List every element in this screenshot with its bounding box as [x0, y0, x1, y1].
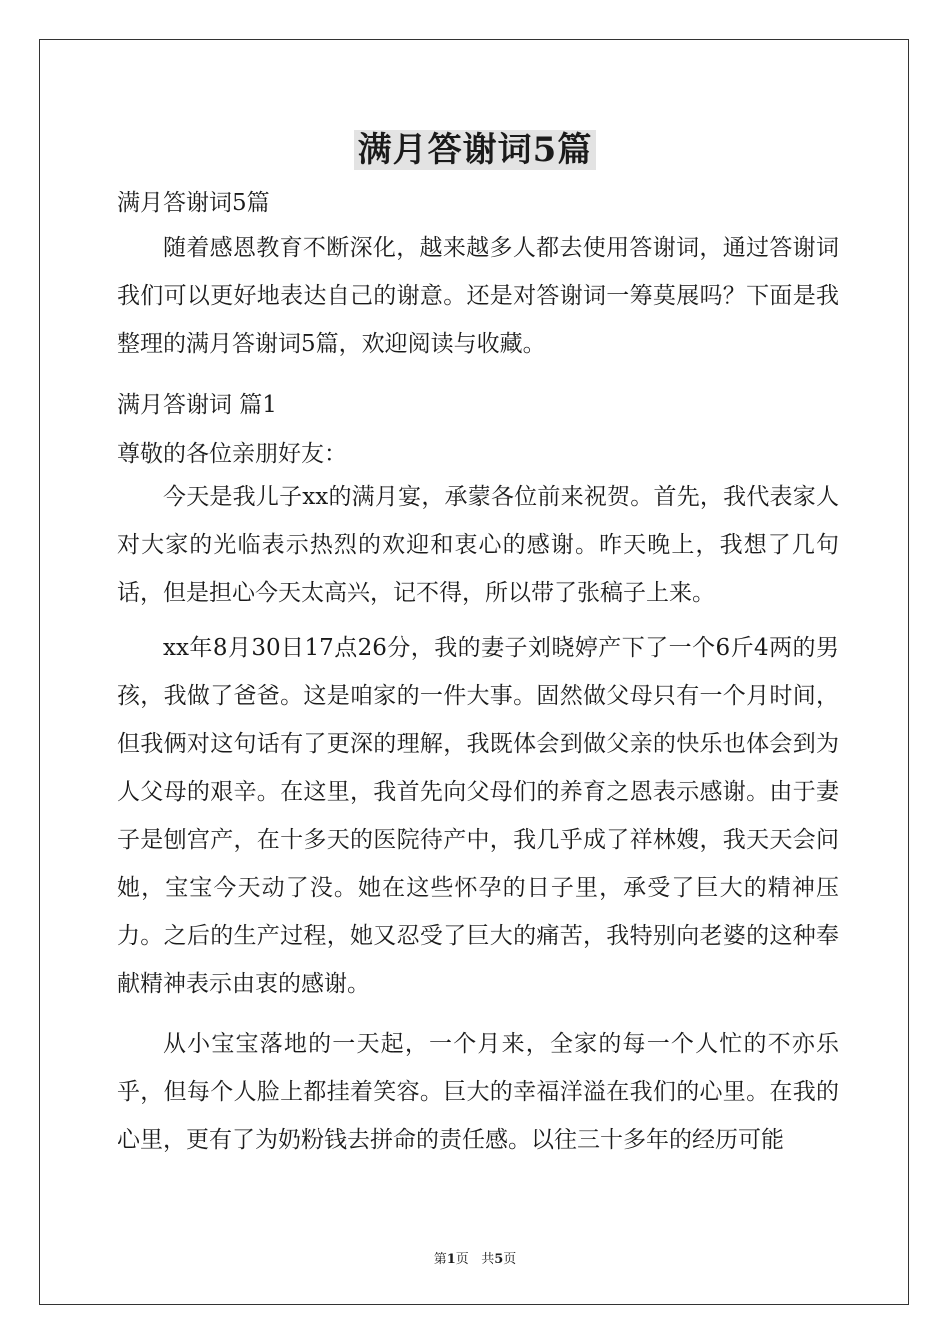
document-title: 满月答谢词5篇: [354, 130, 597, 170]
footer-total-pages: 5: [494, 1252, 504, 1267]
section-heading: 满月答谢词 篇1: [117, 392, 277, 418]
document-title-block: [0, 122, 950, 171]
body-paragraph-1: 今天是我儿子xx的满月宴，承蒙各位前来祝贺。首先，我代表家人对大家的光临表示热烈的欢迎和衷心的感谢。昨天晚上，我想了几句话，但是担心今天太高兴，记不得，所以带了张稿子上来。: [117, 484, 839, 606]
document-subtitle: 满月答谢词5篇: [117, 190, 270, 216]
body-paragraph-3: 从小宝宝落地的一天起，一个月来，全家的每一个人忙的不亦乐乎，但每个人脸上都挂着笑容。巨大的幸福洋溢在我们的心里。在我的心里，更有了为奶粉钱去拼命的责任感。以往三十多年的经历可能: [117, 1031, 839, 1153]
footer-current-page: 1: [446, 1252, 456, 1267]
footer-suffix: 页: [503, 1252, 517, 1267]
body-paragraph-2: xx年8月30日17点26分，我的妻子刘晓婷产下了一个6斤4两的男孩，我做了爸爸。这是咱家的一件大事。固然做父母只有一个月时间，但我俩对这句话有了更深的理解，我既体会到做父亲的快乐也体会到为人父母的艰辛。在这里，我首先向父母们的养育之恩表示感谢。由于妻子是刨宫产，在十多天的医院待产中，我几乎成了祥林嫂，我天天会问她，宝宝今天动了没。她在这些怀孕的日子里，承受了巨大的精神压力。之后的生产过程，她又忍受了巨大的痛苦，我特别向老婆的这种奉献精神表示由衷的感谢。: [117, 635, 839, 997]
page-footer: [0, 1248, 950, 1267]
footer-prefix: 第: [433, 1252, 447, 1267]
intro-paragraph: 随着感恩教育不断深化，越来越多人都去使用答谢词，通过答谢词我们可以更好地表达自己的谢意。还是对答谢词一筹莫展吗？下面是我整理的满月答谢词5篇，欢迎阅读与收藏。: [117, 235, 839, 357]
footer-mid: 页 共: [455, 1252, 495, 1267]
salutation: 尊敬的各位亲朋好友：: [117, 441, 347, 467]
